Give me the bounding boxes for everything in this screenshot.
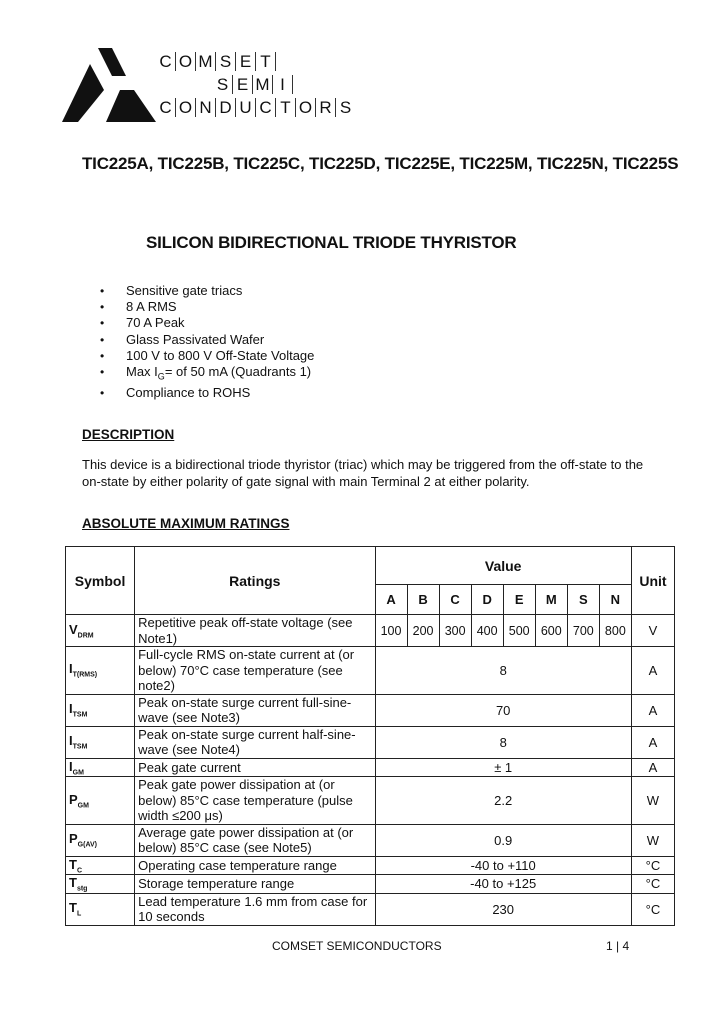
- logo-letter: E: [233, 75, 253, 94]
- logo-letter: M: [196, 52, 216, 71]
- vdrm-value-cell: 300: [439, 615, 471, 647]
- vdrm-value-cell: 200: [407, 615, 439, 647]
- logo-letter: D: [216, 98, 236, 117]
- company-logo: [60, 44, 400, 126]
- logo-letter: C: [156, 98, 176, 117]
- vdrm-value-cell: 600: [535, 615, 567, 647]
- value-cell: 70: [375, 694, 631, 726]
- feature-item: • Sensitive gate triacs: [100, 283, 314, 299]
- logo-triangle-icon: [60, 44, 156, 126]
- logo-letter: R: [316, 98, 336, 117]
- unit-cell: °C: [631, 875, 674, 894]
- logo-letter: I: [273, 75, 293, 94]
- feature-item: • 8 A RMS: [100, 299, 314, 315]
- value-cell: -40 to +125: [375, 875, 631, 894]
- table-row: [66, 726, 675, 758]
- grade-header-cell: D: [471, 585, 503, 615]
- feature-item: • Compliance to ROHS: [100, 385, 314, 401]
- logo-wordmark: [156, 50, 355, 119]
- gate-current-prefix: Max I: [126, 364, 158, 380]
- rating-cell: Peak on-state surge current full-sine-wave (see Note3): [135, 694, 375, 726]
- value-cell: -40 to +110: [375, 856, 631, 875]
- logo-letter: U: [236, 98, 256, 117]
- description-text: This device is a bidirectional triode thyristor (triac) which may be triggered from the off-state to the on-state by either polarity of gate signal with main Terminal 2 at either polarity.: [82, 457, 644, 489]
- grade-header-cell: E: [503, 585, 535, 615]
- logo-letter: M: [253, 75, 273, 94]
- logo-letter: O: [296, 98, 316, 117]
- symbol-cell: $I_{T(RMS)}$: [66, 647, 135, 695]
- logo-letter: S: [216, 52, 236, 71]
- rating-cell: Peak on-state surge current half-sine-wave (see Note4): [135, 726, 375, 758]
- gate-current-subscript: G: [157, 371, 165, 382]
- logo-letter: T: [276, 98, 296, 117]
- table-row: [66, 647, 675, 695]
- unit-cell: °C: [631, 893, 674, 925]
- symbol-cell: $I_{TSM}$: [66, 726, 135, 758]
- value-cell: 2.2: [375, 777, 631, 825]
- unit-cell: °C: [631, 856, 674, 875]
- vdrm-value-cell: 100: [375, 615, 407, 647]
- header-symbol: Symbol: [66, 547, 135, 615]
- header-ratings: Ratings: [135, 547, 375, 615]
- logo-letter: S: [339, 98, 352, 117]
- rating-cell: Lead temperature 1.6 mm from case for 10 seconds: [135, 893, 375, 925]
- grade-header-cell: N: [599, 585, 631, 615]
- logo-letter: S: [213, 75, 233, 94]
- rating-cell: Operating case temperature range: [135, 856, 375, 875]
- symbol-cell: $T_C$: [66, 856, 135, 875]
- symbol-cell: $T_{stg}$: [66, 875, 135, 894]
- grade-header-cell: A: [375, 585, 407, 615]
- symbol-cell: $I_{GM}$: [66, 758, 135, 777]
- table-row: [66, 824, 675, 856]
- table-row: [66, 893, 675, 925]
- symbol-cell: $P_{GM}$: [66, 777, 135, 825]
- ratings-heading: ABSOLUTE MAXIMUM RATINGS: [82, 516, 290, 531]
- value-cell: 0.9: [375, 824, 631, 856]
- vdrm-value-cell: 400: [471, 615, 503, 647]
- feature-list: [100, 283, 314, 401]
- logo-letter: N: [196, 98, 216, 117]
- rating-cell: Peak gate current: [135, 758, 375, 777]
- grade-header-cell: M: [535, 585, 567, 615]
- unit-cell: A: [631, 758, 674, 777]
- unit-cell: W: [631, 777, 674, 825]
- unit-cell: V: [631, 615, 674, 647]
- table-row: [66, 777, 675, 825]
- page-number: 1 | 4: [606, 939, 630, 953]
- feature-item: • 100 V to 800 V Off-State Voltage: [100, 348, 314, 364]
- unit-cell: A: [631, 726, 674, 758]
- feature-item: • 70 A Peak: [100, 315, 314, 331]
- feature-item: • Glass Passivated Wafer: [100, 332, 314, 348]
- part-numbers-title: TIC225A, TIC225B, TIC225C, TIC225D, TIC225E, TIC225M, TIC225N, TIC225S: [82, 154, 679, 173]
- symbol-cell: $T_L$: [66, 893, 135, 925]
- unit-cell: W: [631, 824, 674, 856]
- value-cell: 8: [375, 726, 631, 758]
- ratings-rows: [66, 647, 675, 926]
- logo-letter: C: [256, 98, 276, 117]
- vdrm-value-cell: 500: [503, 615, 535, 647]
- table-row-vdrm: [66, 615, 675, 647]
- unit-cell: A: [631, 694, 674, 726]
- unit-cell: A: [631, 647, 674, 695]
- value-cell: 8: [375, 647, 631, 695]
- grade-header-cell: B: [407, 585, 439, 615]
- value-cell: ± 1: [375, 758, 631, 777]
- feature-item-gate-current: [100, 364, 314, 385]
- absolute-max-ratings-table: [65, 546, 675, 926]
- logo-row-semi: [156, 73, 355, 96]
- grade-header-cell: C: [439, 585, 471, 615]
- vdrm-value-cell: 800: [599, 615, 631, 647]
- table-row: [66, 856, 675, 875]
- table-row: [66, 758, 675, 777]
- description-heading: DESCRIPTION: [82, 427, 175, 442]
- symbol-cell: $P_{G(AV)}$: [66, 824, 135, 856]
- header-value: Value: [375, 547, 631, 585]
- rating-cell: Storage temperature range: [135, 875, 375, 894]
- rating-cell: Repetitive peak off-state voltage (see Note1): [135, 615, 375, 647]
- logo-letter: T: [256, 52, 276, 71]
- logo-row-comset: [156, 50, 355, 73]
- rating-cell: Average gate power dissipation at (or below) 85°C case (see Note5): [135, 824, 375, 856]
- symbol-cell: $I_{TSM}$: [66, 694, 135, 726]
- logo-letter: E: [236, 52, 256, 71]
- grade-header-cell: S: [567, 585, 599, 615]
- table-row: [66, 694, 675, 726]
- symbol-cell: $V_{DRM}$: [66, 615, 135, 647]
- logo-letter: C: [156, 52, 176, 71]
- logo-letter: O: [176, 98, 196, 117]
- rating-cell: Peak gate power dissipation at (or below) 85°C case temperature (pulse width ≤200 μs): [135, 777, 375, 825]
- logo-letter: O: [176, 52, 196, 71]
- rating-cell: Full-cycle RMS on-state current at (or below) 70°C case temperature (see note2): [135, 647, 375, 695]
- footer-company: COMSET SEMICONDUCTORS: [272, 939, 442, 953]
- logo-row-conductors: [156, 96, 355, 119]
- gate-current-suffix: = of 50 mA (Quadrants 1): [164, 364, 312, 380]
- value-cell: 230: [375, 893, 631, 925]
- device-subtitle: SILICON BIDIRECTIONAL TRIODE THYRISTOR: [146, 233, 517, 252]
- table-row: [66, 875, 675, 894]
- vdrm-value-cell: 700: [567, 615, 599, 647]
- header-unit: Unit: [631, 547, 674, 615]
